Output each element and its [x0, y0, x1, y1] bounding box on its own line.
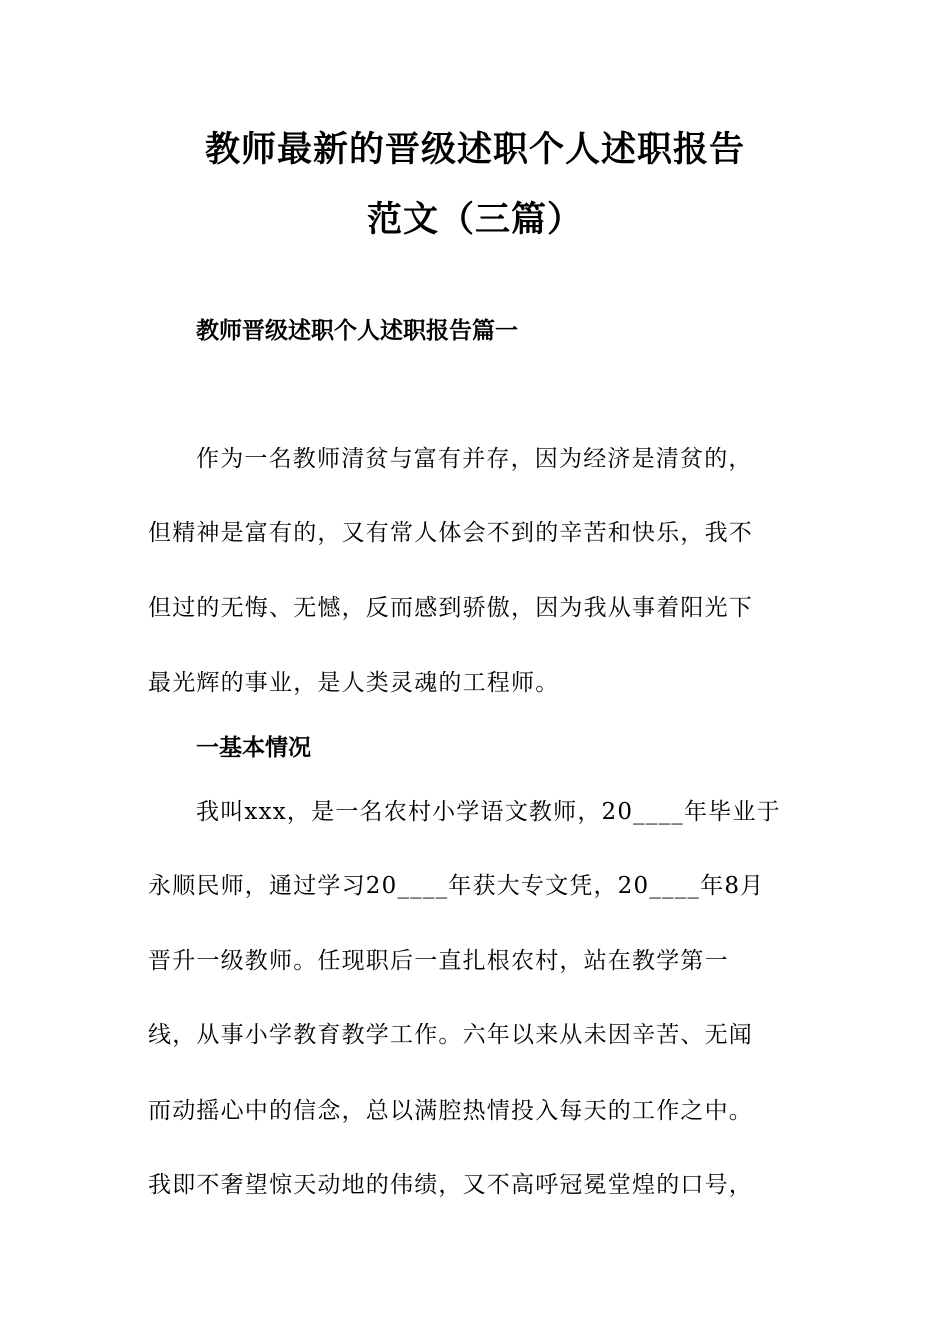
- paragraph-1-line-3: 但过的无悔、无憾，反而感到骄傲，因为我从事着阳光下: [148, 595, 753, 621]
- document-title-line-2: 范文（三篇）: [366, 200, 583, 240]
- paragraph-2-line-3: 晋升一级教师。任现职后一直扎根农村，站在教学第一: [148, 948, 729, 974]
- paragraph-1-line-4: 最光辉的事业，是人类灵魂的工程师。: [148, 670, 560, 696]
- paragraph-2-line-6: 我即不奢望惊天动地的伟绩，又不高呼冠冕堂煌的口号，: [148, 1172, 753, 1198]
- paragraph-2-line-4: 线，从事小学教育教学工作。六年以来从未因辛苦、无闻: [148, 1022, 753, 1048]
- subheading-basic-info: 一基本情况: [196, 735, 311, 761]
- paragraph-2-line-1: 我叫xxx，是一名农村小学语文教师，20____年毕业于: [196, 799, 781, 825]
- paragraph-1-line-2: 但精神是富有的，又有常人体会不到的辛苦和快乐，我不: [148, 520, 753, 546]
- paragraph-1-line-1: 作为一名教师清贫与富有并存，因为经济是清贫的，: [196, 446, 753, 472]
- paragraph-2-line-5: 而动摇心中的信念，总以满腔热情投入每天的工作之中。: [148, 1098, 753, 1124]
- section-heading: 教师晋级述职个人述职报告篇一: [196, 318, 518, 344]
- paragraph-2-line-2: 永顺民师，通过学习20____年获大专文凭，20____年8月: [148, 873, 765, 899]
- document-title-line-1: 教师最新的晋级述职个人述职报告: [204, 130, 745, 170]
